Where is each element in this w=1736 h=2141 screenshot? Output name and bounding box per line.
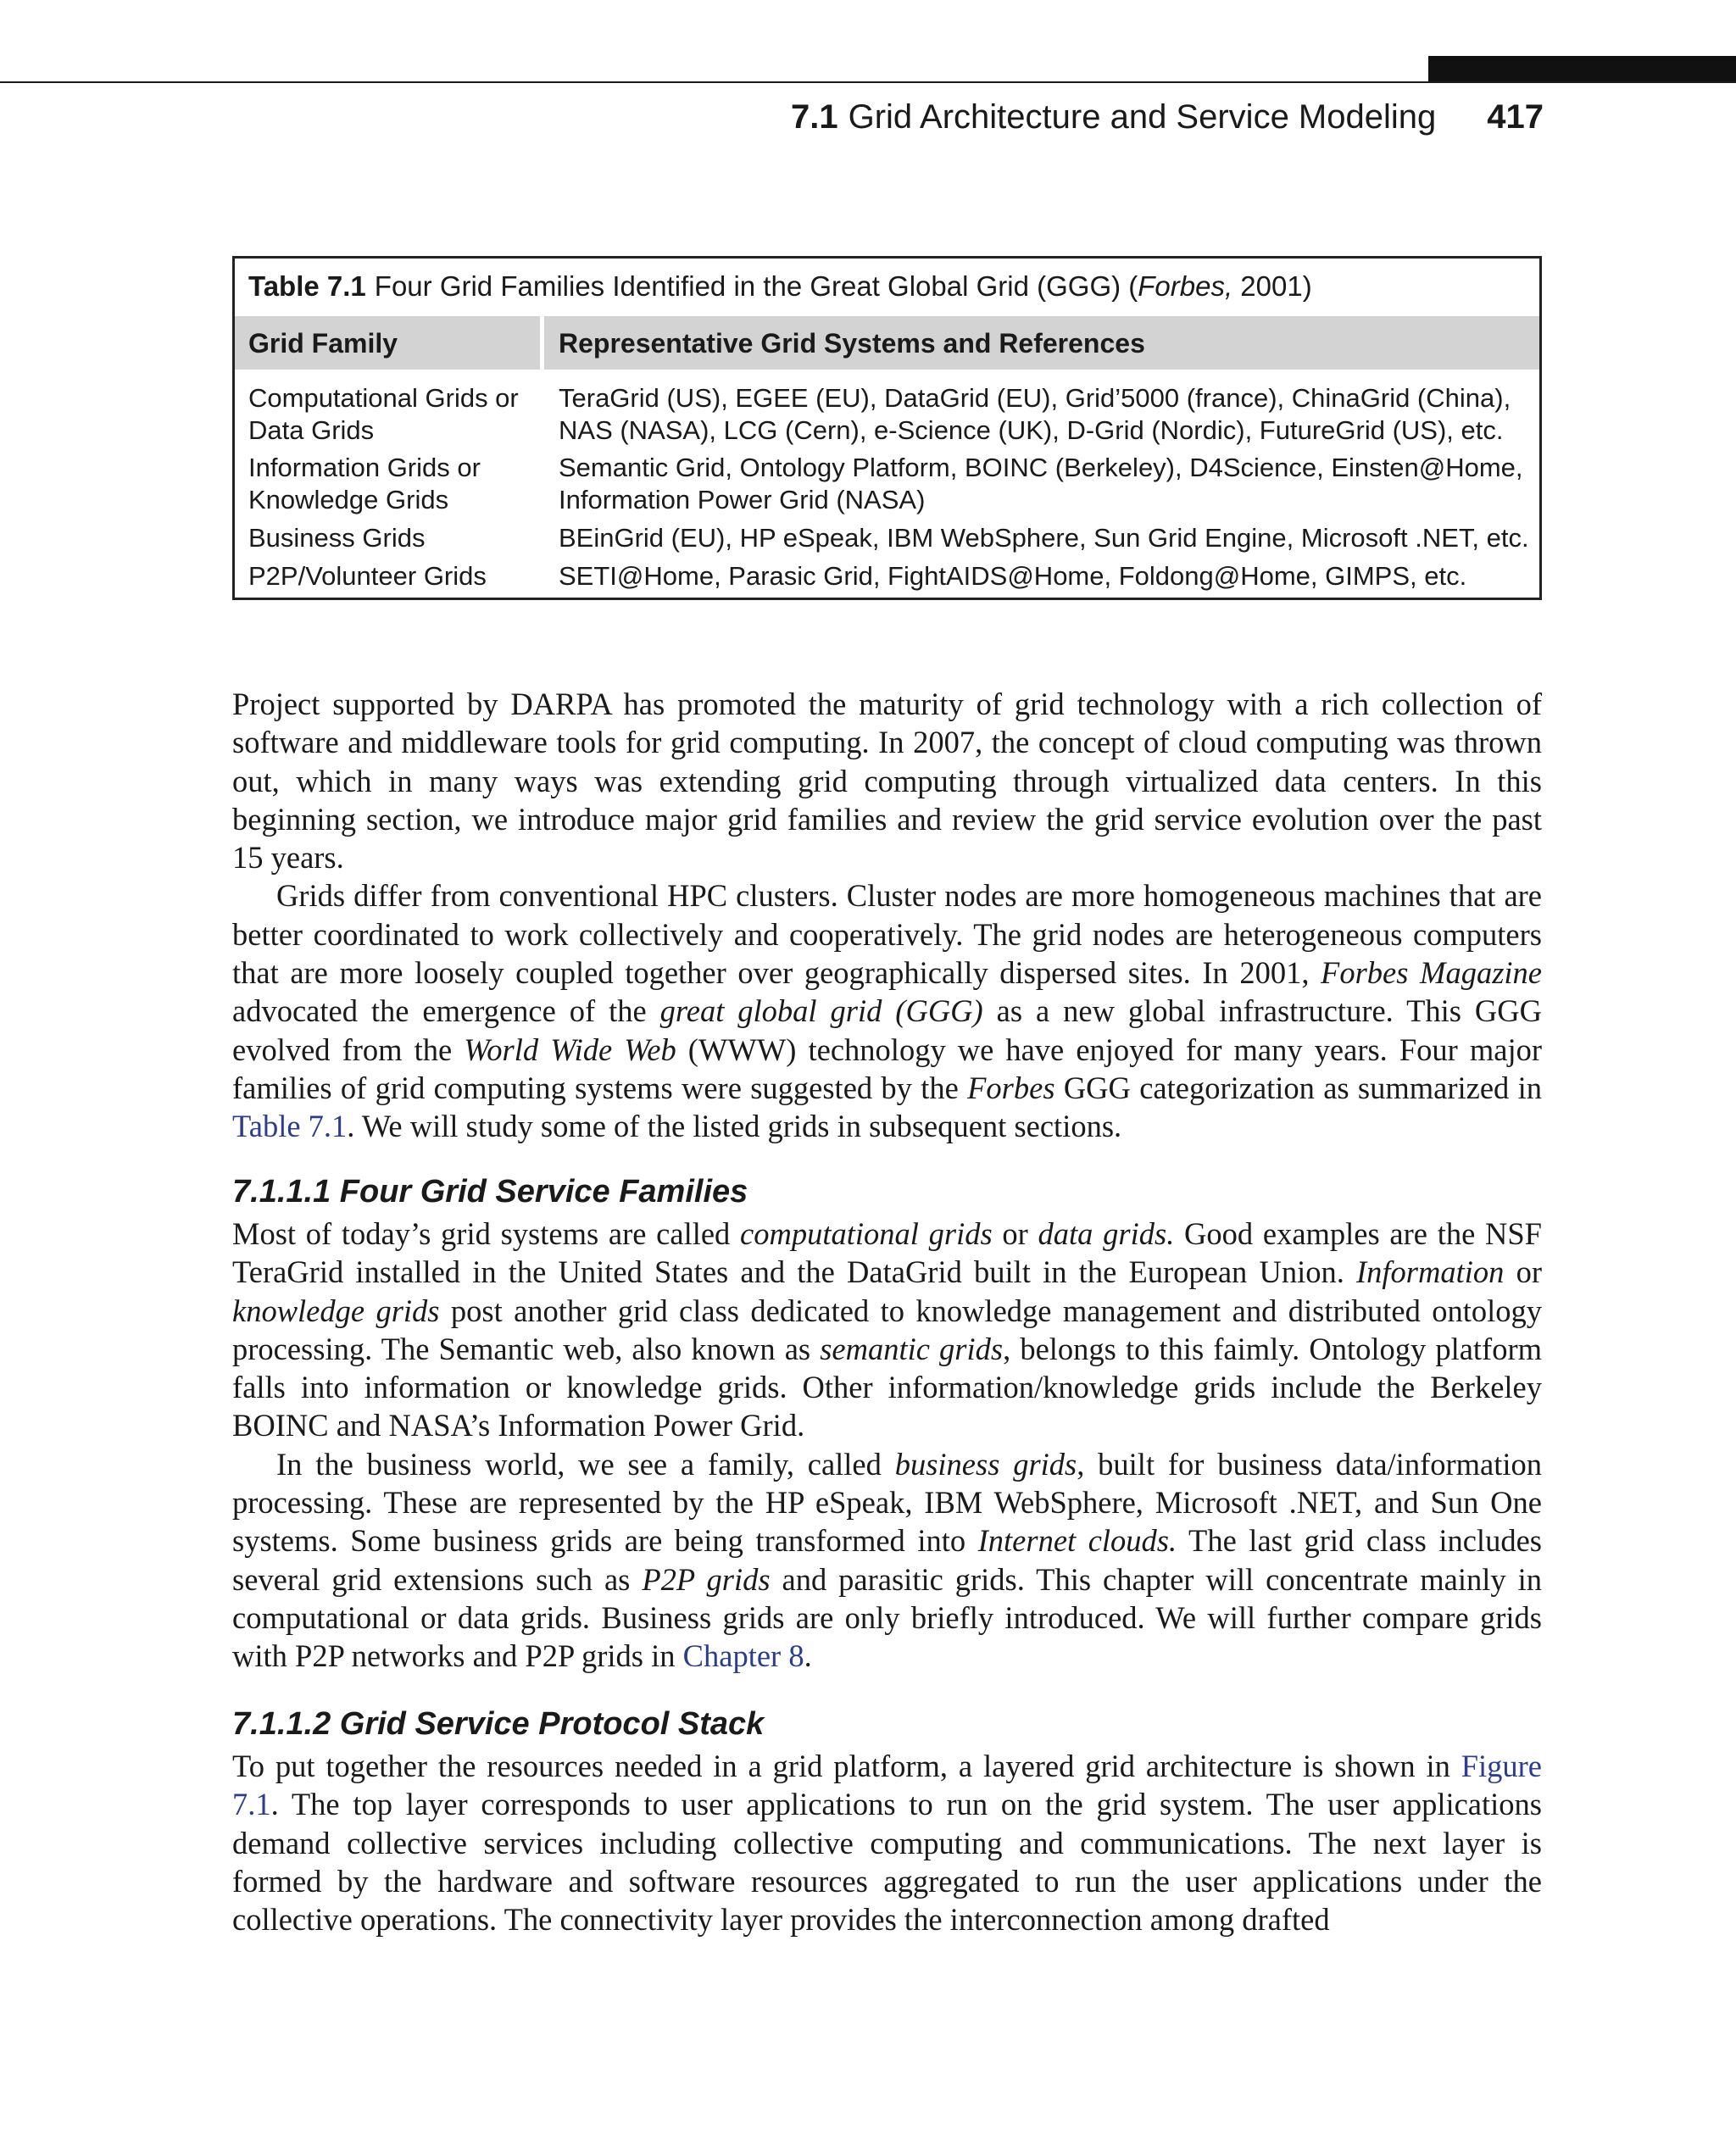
paragraph: To put together the resources needed in a grid platform, a layered grid architecture is shown in Figure 7.1. The top layer corresponds to user applications to run on the grid system. The user applications demand collective services including collective computing and communications. The next layer is formed by the hardware and software resources aggregated to run the user applications under the collective operations. The connectivity layer provides the interconnection among drafted — [232, 1749, 1542, 1938]
grid-family-cell: Business Grids — [248, 523, 426, 553]
caption-italic: Forbes, — [1138, 270, 1233, 302]
header-rule — [0, 81, 1736, 83]
grid-systems-cell: TeraGrid (US), EGEE (EU), DataGrid (EU), Grid’5000 (france), ChinaGrid (China), NAS (NASA), LCG (Cern), e-Science (UK), D-Grid (Nordic), FutureGrid (US), etc. — [559, 383, 1511, 445]
body-block-3 — [232, 1747, 1542, 1938]
table-7-1 — [232, 256, 1542, 600]
grid-systems-cell: Semantic Grid, Ontology Platform, BOINC (Berkeley), D4Science, Einsten@Home, Information Power Grid (NASA) — [559, 453, 1523, 514]
table-label: Table 7.1 — [248, 270, 366, 302]
chapter-tab-bar — [1428, 56, 1736, 83]
section-title: Grid Architecture and Service Modeling — [848, 97, 1437, 136]
body-block-2 — [232, 1215, 1542, 1676]
grid-family-cell: P2P/Volunteer Grids — [248, 561, 487, 591]
col-header-grid-family: Grid Family — [248, 328, 398, 359]
section-number: 7.1 — [790, 97, 838, 136]
subsection-heading: 7.1.1.2 Grid Service Protocol Stack — [232, 1706, 765, 1742]
table-7-1-link[interactable]: Table 7.1 — [232, 1109, 348, 1144]
grid-systems-cell: BEinGrid (EU), HP eSpeak, IBM WebSphere, Sun Grid Engine, Microsoft .NET, etc. — [559, 523, 1529, 553]
grid-family-cell: Computational Grids or Data Grids — [248, 383, 519, 445]
paragraph: In the business world, we see a family, called business grids, built for business data/information processing. These are represented by the HP eSpeak, IBM WebSphere, Microsoft .NET, and Sun One systems. Some business grids are being transformed into Internet clouds. The last grid class includes several grid extensions such as P2P grids and parasitic grids. This chapter will concentrate mainly in computational or data grids. Business grids are only briefly introduced. We will further compare grids with P2P networks and P2P grids in Chapter 8. — [232, 1446, 1543, 1674]
col-header-systems: Representative Grid Systems and References — [559, 328, 1145, 359]
table-header — [235, 316, 1539, 370]
paragraph: Most of today’s grid systems are called computational grids or data grids. Good examples are the NSF TeraGrid installed in the United States and the DataGrid built in the European Union. Information or knowledge grids post another grid class dedicated to knowledge management and distributed ontology processing. The Semantic web, also known as semantic grids, belongs to this faimly. Ontology platform falls into information or knowledge grids. Other information/knowledge grids include the Berkeley BOINC and NASA’s Information Power Grid. — [232, 1216, 1543, 1443]
body-block-1 — [232, 685, 1542, 1146]
caption-year: 2001) — [1232, 270, 1312, 302]
running-head — [791, 93, 1544, 141]
paragraph: Project supported by DARPA has promoted the maturity of grid technology with a rich collection of software and middleware tools for grid computing. In 2007, the concept of cloud computing was thrown out, which in many ways was extending grid computing through virtualized data centers. In this beginning section, we introduce major grid families and review the grid service evolution over the past 15 years. — [232, 687, 1542, 876]
page-number: 417 — [1487, 97, 1544, 136]
paragraph: Grids differ from conventional HPC clusters. Cluster nodes are more homogeneous machines that are better coordinated to work collectively and cooperatively. The grid nodes are heterogeneous computers that are more loosely coupled together over geographically dispersed sites. In 2001, Forbes Magazine advocated the emergence of the great global grid (GGG) as a new global infrastructure. This GGG evolved from the World Wide Web (WWW) technology we have enjoyed for many years. Four major families of grid computing systems were suggested by the Forbes GGG categorization as summarized in Table 7.1. We will study some of the listed grids in subsequent sections. — [232, 878, 1542, 1144]
grid-family-cell: Information Grids or Knowledge Grids — [248, 453, 481, 514]
subsection-heading: 7.1.1.1 Four Grid Service Families — [232, 1174, 748, 1210]
chapter-8-link[interactable]: Chapter 8 — [682, 1638, 804, 1674]
table-caption — [248, 270, 1312, 303]
figure-7-1-link[interactable]: Figure 7.1 — [232, 1749, 1542, 1822]
caption-text: Four Grid Families Identified in the Great Global Grid (GGG) ( — [374, 270, 1138, 302]
grid-systems-cell: SETI@Home, Parasic Grid, FightAIDS@Home, Foldong@Home, GIMPS, etc. — [559, 561, 1467, 591]
